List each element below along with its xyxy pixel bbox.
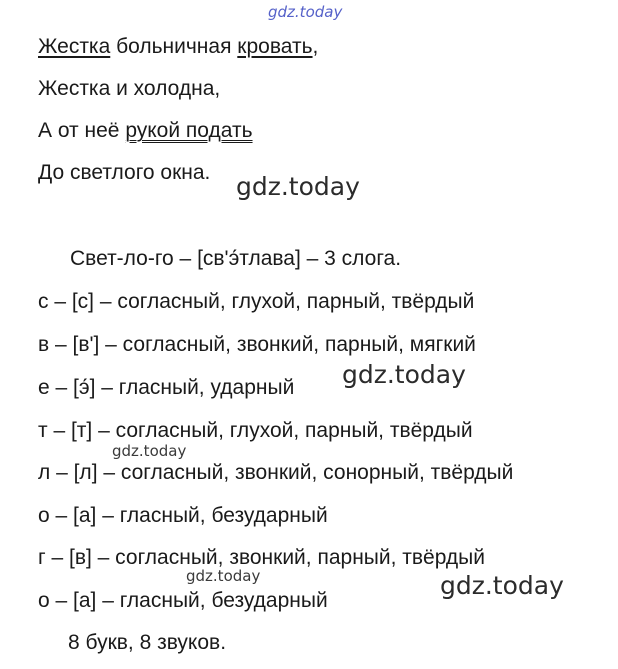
letter-row: о – [а] – гласный, безударный — [38, 589, 328, 612]
poem-line-3 — [38, 118, 253, 144]
poem-word-underlined: кровать — [237, 35, 313, 58]
poem-phrase-double-underlined: рукой подать — [125, 119, 253, 142]
letter-row: о – [а] – гласный, безударный — [38, 504, 328, 527]
letter-row: с – [с] – согласный, глухой, парный, твёрдый — [38, 290, 475, 313]
poem-text: , — [312, 35, 319, 58]
poem-text: Жестка и холодна, — [38, 77, 221, 100]
letter-row: г – [в] – согласный, звонкий, парный, твёрдый — [38, 546, 486, 569]
letter-row: в – [в'] – согласный, звонкий, парный, мягкий — [38, 333, 476, 356]
watermark: gdz.today — [440, 571, 564, 600]
letter-row: е – [э́] – гласный, ударный — [38, 376, 295, 399]
letter-row: л – [л] – согласный, звонкий, сонорный, твёрдый — [38, 461, 514, 484]
poem-text: До светлого окна. — [38, 161, 211, 184]
watermark: gdz.today — [236, 172, 360, 201]
poem-line-4 — [38, 160, 210, 186]
poem-line-2 — [38, 76, 220, 102]
watermark: gdz.today — [112, 442, 187, 460]
poem-word-underlined: Жестка — [38, 35, 111, 58]
poem-line-1 — [38, 34, 318, 60]
poem-text: больничная — [110, 35, 238, 58]
watermark: gdz.today — [186, 567, 261, 585]
watermark-top: gdz.today — [268, 3, 343, 21]
letter-row: т – [т] – согласный, глухой, парный, твёрдый — [38, 419, 473, 442]
syllables-line: Свет-ло-го – [св'э́тлава] – 3 слога. — [70, 247, 402, 270]
poem-text: А от неё — [38, 119, 126, 142]
watermark: gdz.today — [342, 360, 466, 389]
summary-line: 8 букв, 8 звуков. — [68, 631, 227, 654]
